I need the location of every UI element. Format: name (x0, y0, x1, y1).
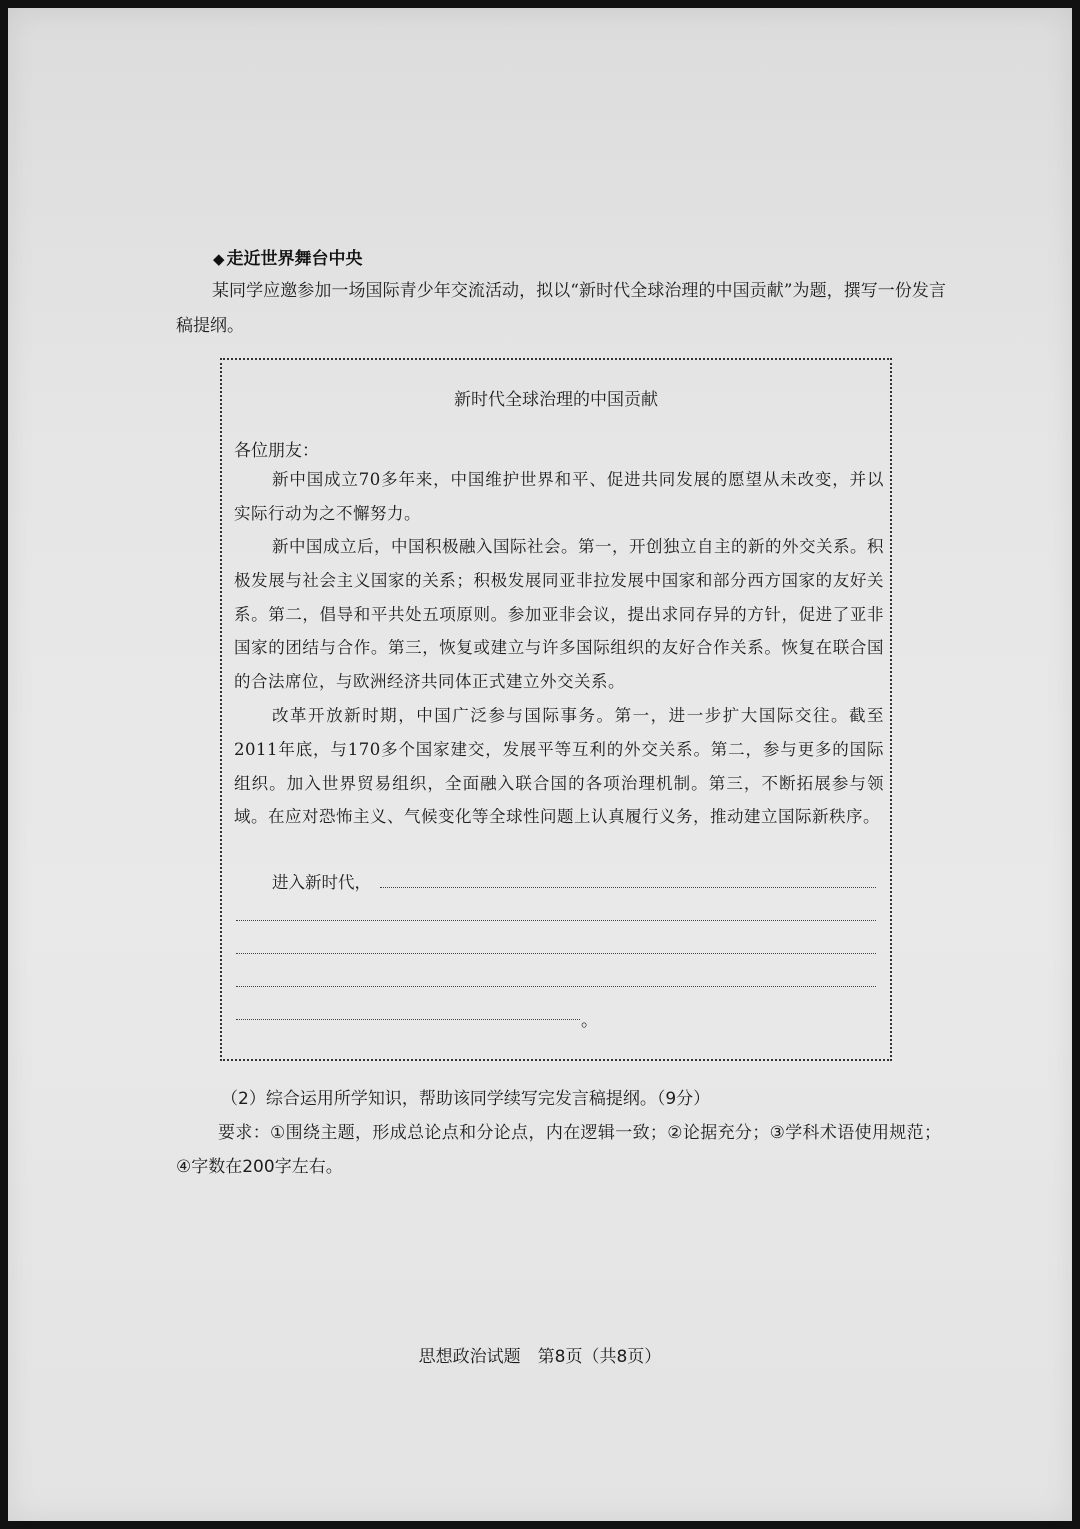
requirements-text: 要求：①围绕主题，形成总论点和分论点，内在逻辑一致；②论据充分；③学科术语使用规范；④字数在200字左右。 (176, 1123, 941, 1177)
section-heading (213, 244, 363, 269)
question-text: （2）综合运用所学知识，帮助该同学续写完发言稿提纲。（9分） (221, 1089, 711, 1109)
speech-lead-in: 进入新时代， (272, 873, 371, 892)
intro-paragraph: 某同学应邀参加一场国际青少年交流活动，拟以“新时代全球治理的中国贡献”为题，撰写一份发言稿提纲。 (176, 281, 946, 336)
answer-line[interactable] (236, 986, 876, 987)
speech-greeting: 各位朋友： (234, 441, 319, 461)
answer-line[interactable] (380, 887, 876, 888)
answer-line[interactable] (236, 920, 876, 921)
speech-paragraph-3: 改革开放新时期，中国广泛参与国际事务。第一，进一步扩大国际交往。截至2011年底，与170多个国家建交，发展平等互利的外交关系。第二，参与更多的国际组织。加入世界贸易组织，全面融入联合国的各项治理机制。第三，不断拓展参与领域。在应对恐怖主义、气候变化等全球性问题上认真履行义务，推动建立国际新秩序。 (234, 706, 884, 827)
section-heading-text: 走近世界舞台中央 (226, 249, 363, 269)
page-footer: 思想政治试题 第8页（共8页） (418, 1347, 662, 1367)
diamond-icon: ◆ (213, 250, 225, 268)
speech-outline-box (220, 358, 892, 1061)
exam-page (8, 8, 1072, 1521)
speech-paragraph-1: 新中国成立70多年来，中国维护世界和平、促进共同发展的愿望从未改变，并以实际行动为之不懈努力。 (234, 470, 884, 523)
speech-paragraph-2: 新中国成立后，中国积极融入国际社会。第一，开创独立自主的新的外交关系。积极发展与社会主义国家的关系；积极发展同亚非拉发展中国家和部分西方国家的友好关系。第二，倡导和平共处五项原则。参加亚非会议，提出求同存异的方针，促进了亚非国家的团结与合作。第三，恢复或建立与许多国际组织的友好合作关系。恢复在联合国的合法席位，与欧洲经济共同体正式建立外交关系。 (234, 537, 884, 692)
answer-line[interactable] (236, 953, 876, 954)
speech-title: 新时代全球治理的中国贡献 (454, 390, 658, 410)
answer-line[interactable] (236, 1019, 580, 1020)
end-period: 。 (581, 1011, 598, 1031)
